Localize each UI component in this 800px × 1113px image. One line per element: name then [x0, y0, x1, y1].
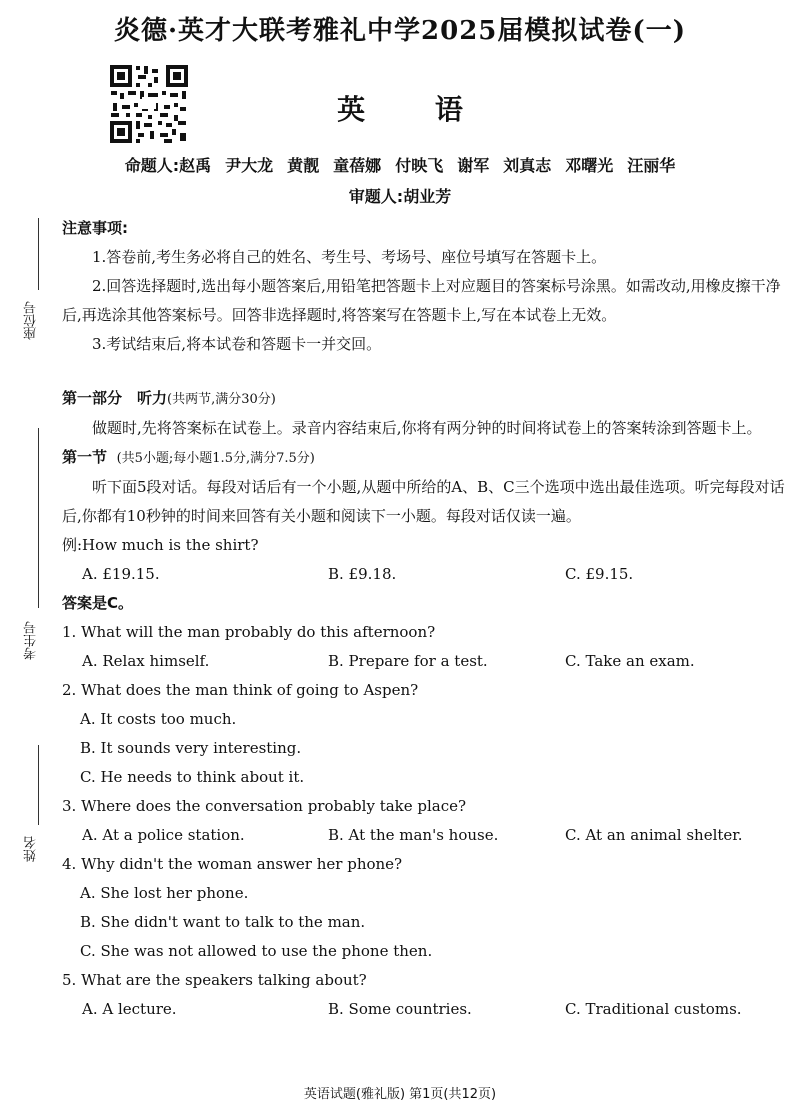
option-c: C. £9.15. — [565, 565, 634, 583]
option-c: C. Take an exam. — [565, 652, 695, 670]
option-b: B. At the man's house. — [328, 826, 499, 844]
notice-heading: 注意事项: — [62, 219, 128, 237]
section1-title: 第一节 — [62, 448, 108, 466]
setter-name: 汪丽华 — [627, 156, 676, 175]
option-c: C. He needs to think about it. — [80, 768, 305, 786]
option-b: B. Prepare for a test. — [328, 652, 488, 670]
part1-title: 第一部分 听力 — [62, 389, 168, 407]
exam-no-line — [38, 428, 39, 608]
exam-title: 炎德·英才大联考雅礼中学2025届模拟试卷(一) — [113, 16, 687, 46]
spacer — [62, 359, 790, 384]
setter-name: 付映飞 — [395, 156, 444, 175]
section1-note: (共5小题;每小题1.5分,满分7.5分) — [116, 451, 315, 466]
part1-intro: 做题时,先将答案标在试卷上。录音内容结束后,你将有两分钟的时间将试卷上的答案转涂到答题卡上。 — [92, 419, 762, 437]
exam-no-label: 考生号 — [24, 621, 39, 660]
setter-name: 童蓓娜 — [333, 156, 382, 175]
option-c: C. She was not allowed to use the phone then. — [80, 942, 433, 960]
section1-intro: 听下面5段对话。每段对话后有一个小题,从题中所给的A、B、C三个选项中选出最佳选项。听完每段对话后,你都有10秒钟的时间来回答有关小题和阅读下一小题。每段对话仅读一遍。 — [62, 478, 785, 525]
option-a: A. £19.15. — [82, 565, 160, 583]
option-c: C. Traditional customs. — [565, 1000, 742, 1018]
exam-body — [62, 214, 790, 1024]
option-a: A. It costs too much. — [80, 710, 237, 728]
setter-name: 邓曙光 — [565, 156, 614, 175]
name-label: 姓名 — [24, 836, 39, 862]
option-a: A. She lost her phone. — [80, 884, 249, 902]
setters-line — [0, 153, 800, 176]
example-options — [62, 560, 790, 589]
setter-name: 谢军 — [457, 156, 490, 175]
question-1: 1. What will the man probably do this afternoon? — [62, 623, 436, 641]
option-a: A. At a police station. — [82, 826, 245, 844]
name-line — [38, 745, 39, 825]
question-3-options — [62, 821, 790, 850]
setter-name: 赵禹 — [179, 156, 212, 175]
notice-item: 2.回答选择题时,选出每小题答案后,用铅笔把答题卡上对应题目的答案标号涂黑。如需改动,用橡皮擦干净后,再选涂其他答案标号。回答非选择题时,将答案写在答题卡上,写在本试卷上无效。 — [62, 277, 781, 324]
option-c: C. At an animal shelter. — [565, 826, 743, 844]
question-2: 2. What does the man think of going to Aspen? — [62, 681, 419, 699]
reviewer-line: 审题人:胡业芳 — [348, 187, 452, 206]
example-question: 例:How much is the shirt? — [62, 536, 259, 554]
notice-item: 3.考试结束后,将本试卷和答题卡一并交回。 — [92, 335, 382, 353]
notice-item: 1.答卷前,考生务必将自己的姓名、考生号、考场号、座位号填写在答题卡上。 — [92, 248, 607, 266]
part1-note: (共两节,满分30分) — [167, 392, 276, 407]
option-b: B. Some countries. — [328, 1000, 472, 1018]
option-b: B. She didn't want to talk to the man. — [80, 913, 366, 931]
setter-name: 刘真志 — [503, 156, 552, 175]
example-answer: 答案是C。 — [62, 594, 134, 612]
question-3: 3. Where does the conversation probably take place? — [62, 797, 467, 815]
page-footer: 英语试题(雅礼版) 第1页(共12页) — [303, 1087, 497, 1102]
option-b: B. It sounds very interesting. — [80, 739, 302, 757]
setter-name: 尹大龙 — [225, 156, 274, 175]
option-a: A. A lecture. — [82, 1000, 177, 1018]
option-a: A. Relax himself. — [82, 652, 210, 670]
setters-label: 命题人: — [124, 156, 180, 175]
subject-title: 英 语 — [337, 93, 493, 126]
seat-line — [38, 218, 39, 290]
part1-heading — [62, 384, 790, 414]
question-5-options — [62, 995, 790, 1024]
option-b: B. £9.18. — [328, 565, 397, 583]
question-5: 5. What are the speakers talking about? — [62, 971, 367, 989]
question-4: 4. Why didn't the woman answer her phone? — [62, 855, 403, 873]
section1-heading — [62, 443, 790, 473]
setter-name: 黄靓 — [287, 156, 320, 175]
seat-label: 座位号 — [24, 301, 39, 340]
question-1-options — [62, 647, 790, 676]
